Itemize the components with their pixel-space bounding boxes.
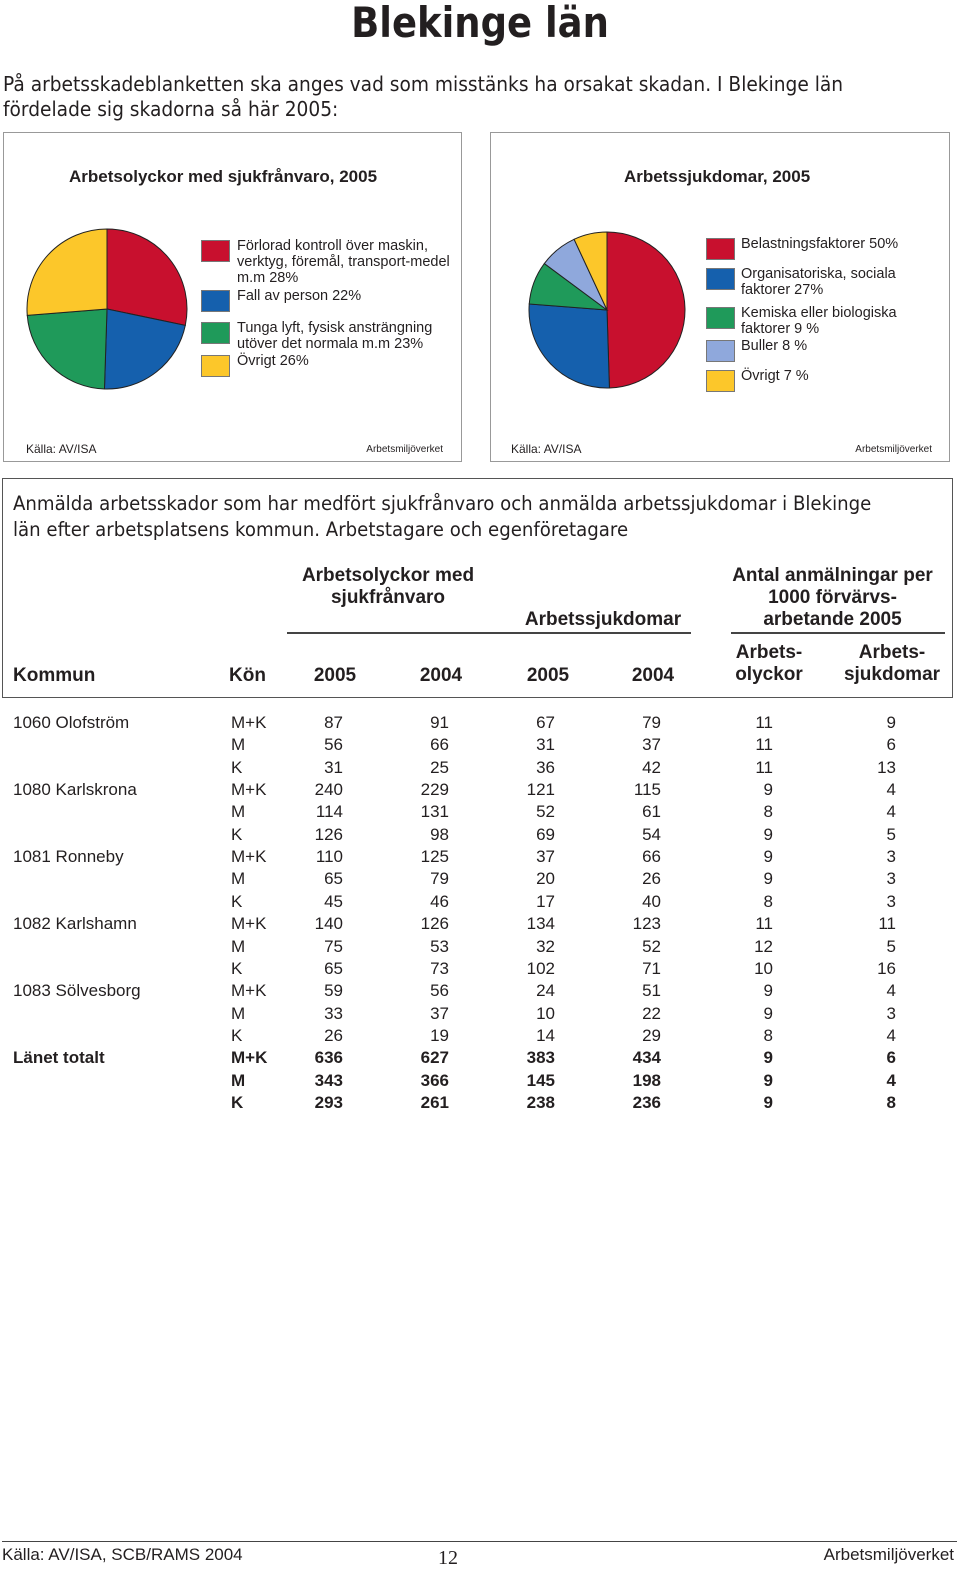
table-row — [0, 802, 960, 824]
cell-value: 238 — [526, 1092, 555, 1112]
cell-kommun: Länet totalt — [13, 1048, 105, 1068]
pie-slice — [27, 229, 107, 315]
table-row — [0, 735, 960, 757]
cell-value: 126 — [420, 914, 449, 934]
cell-value: 40 — [642, 891, 661, 911]
chart-title: Arbetssjukdomar, 2005 — [624, 167, 811, 186]
cell-kon: M+K — [231, 1048, 268, 1068]
table-row — [0, 1048, 960, 1070]
cell-value: 9 — [763, 1003, 773, 1023]
cell-value: 56 — [430, 981, 449, 1001]
cell-value: 36 — [536, 757, 555, 777]
cell-value: 366 — [420, 1070, 449, 1090]
cell-kon: M — [231, 802, 246, 822]
legend-swatch — [201, 322, 230, 344]
cell-kon: M — [231, 735, 246, 755]
legend-label: Övrigt 26% — [237, 353, 309, 369]
cell-kon: M+K — [231, 847, 267, 867]
col-2004-sjukdomar: 2004 — [631, 665, 675, 686]
table-row — [0, 713, 960, 735]
cell-value: 5 — [886, 936, 896, 956]
cell-value: 8 — [763, 891, 773, 911]
table-row — [0, 1071, 960, 1093]
pie-chart-olyckor — [4, 133, 204, 461]
cell-value: 54 — [642, 824, 661, 844]
cell-kon: K — [231, 824, 243, 844]
cell-value: 51 — [642, 981, 661, 1001]
cell-value: 69 — [536, 824, 555, 844]
cell-value: 115 — [633, 780, 661, 800]
cell-value: 9 — [763, 1070, 773, 1090]
chart-agency: Arbetsmiljöverket — [855, 444, 932, 455]
cell-kon: M+K — [231, 780, 267, 800]
cell-value: 3 — [886, 1003, 896, 1023]
cell-value: 9 — [763, 1092, 773, 1112]
cell-value: 46 — [430, 891, 449, 911]
group-header-per1000: Antal anmälningar per 1000 förvärvs-arbetande 2005 — [732, 565, 933, 630]
cell-value: 11 — [755, 713, 773, 732]
cell-value: 91 — [430, 713, 449, 732]
cell-value: 9 — [763, 824, 773, 844]
cell-value: 9 — [763, 847, 773, 867]
cell-value: 6 — [886, 735, 896, 755]
cell-value: 14 — [536, 1025, 555, 1045]
cell-value: 61 — [642, 802, 661, 822]
chart-source: Källa: AV/ISA — [26, 442, 97, 456]
legend-swatch — [201, 240, 230, 262]
table-row — [0, 780, 960, 802]
pie-slice — [27, 309, 107, 389]
cell-value: 79 — [642, 713, 661, 732]
cell-value: 19 — [430, 1025, 449, 1045]
cell-value: 9 — [763, 981, 773, 1001]
cell-value: 65 — [324, 869, 343, 889]
legend-swatch — [706, 238, 735, 260]
footer-rule — [2, 1541, 957, 1542]
col-arbetssjukdomar: Arbets-sjukdomar — [843, 642, 941, 685]
cell-value: 8 — [763, 802, 773, 822]
cell-value: 3 — [886, 869, 896, 889]
cell-value: 45 — [324, 891, 343, 911]
cell-value: 636 — [314, 1048, 343, 1068]
col-2005-sjukdomar: 2005 — [526, 665, 570, 686]
cell-value: 31 — [536, 735, 555, 755]
page-number: 12 — [438, 1547, 458, 1569]
chart-source: Källa: AV/ISA — [511, 442, 582, 456]
footer-source: Källa: AV/ISA, SCB/RAMS 2004 — [2, 1545, 243, 1564]
cell-kon: K — [231, 958, 243, 978]
cell-value: 29 — [642, 1025, 661, 1045]
cell-value: 71 — [642, 958, 661, 978]
cell-value: 9 — [763, 869, 773, 889]
cell-value: 383 — [526, 1048, 555, 1068]
cell-kon: K — [231, 1025, 243, 1045]
cell-value: 240 — [314, 780, 343, 800]
cell-value: 31 — [324, 757, 343, 777]
cell-kommun: 1083 Sölvesborg — [13, 981, 141, 1001]
cell-kommun: 1060 Olofström — [13, 713, 130, 732]
cell-value: 140 — [314, 914, 343, 934]
cell-value: 11 — [755, 914, 773, 934]
cell-value: 26 — [642, 869, 661, 889]
legend-swatch — [706, 307, 735, 329]
cell-value: 11 — [755, 757, 773, 777]
table-row — [0, 758, 960, 780]
cell-kon: K — [231, 1092, 244, 1112]
cell-value: 114 — [315, 802, 343, 822]
legend-label: Buller 8 % — [741, 338, 808, 354]
legend-swatch — [706, 268, 735, 290]
chart-panel-olyckor — [3, 132, 462, 462]
cell-value: 3 — [886, 847, 896, 867]
group-header-olyckor: Arbetsolyckor med sjukfrånvaro — [301, 565, 475, 608]
cell-kon: M+K — [231, 914, 267, 934]
cell-value: 3 — [886, 891, 896, 911]
cell-kon: K — [231, 891, 243, 911]
cell-value: 10 — [536, 1003, 555, 1023]
cell-value: 102 — [526, 958, 555, 978]
legend-label: Kemiska eller biologiska faktorer 9 % — [741, 305, 897, 337]
cell-value: 6 — [886, 1048, 896, 1068]
col-kommun: Kommun — [13, 665, 96, 686]
cell-kommun: 1081 Ronneby — [13, 847, 124, 867]
cell-value: 42 — [642, 757, 661, 777]
cell-value: 24 — [536, 981, 555, 1001]
cell-kommun: 1082 Karlshamn — [13, 914, 137, 934]
cell-value: 66 — [642, 847, 661, 867]
cell-value: 121 — [526, 780, 555, 800]
header-rule-olyckor — [287, 632, 691, 634]
legend-label: Fall av person 22% — [237, 288, 362, 304]
cell-kon: M — [231, 1070, 246, 1090]
cell-kon: M — [231, 936, 246, 956]
cell-value: 9 — [763, 1048, 773, 1068]
cell-value: 52 — [642, 936, 661, 956]
cell-value: 10 — [754, 958, 773, 978]
cell-value: 123 — [632, 914, 661, 934]
cell-value: 79 — [430, 869, 449, 889]
cell-kommun: 1080 Karlskrona — [13, 780, 137, 800]
cell-value: 59 — [324, 981, 343, 1001]
cell-value: 9 — [763, 780, 773, 800]
cell-value: 145 — [526, 1070, 555, 1090]
table-caption: Anmälda arbetsskador som har medfört sjukfrånvaro och anmälda arbetssjukdomar i Blekinge län efter arbetsplatsens kommun. Arbetstagare och egenföretagare — [13, 492, 872, 541]
cell-value: 67 — [536, 713, 555, 732]
cell-value: 32 — [536, 936, 555, 956]
cell-value: 33 — [324, 1003, 343, 1023]
chart-title: Arbetsolyckor med sjukfrånvaro, 2005 — [69, 167, 378, 186]
legend-label: Övrigt 7 % — [741, 368, 809, 384]
legend-label: Belastningsfaktorer 50% — [741, 236, 899, 252]
cell-value: 343 — [314, 1070, 343, 1090]
cell-value: 8 — [763, 1025, 773, 1045]
cell-value: 125 — [420, 847, 449, 867]
cell-value: 198 — [632, 1070, 661, 1090]
intro-text: På arbetsskadeblanketten ska anges vad som misstänks ha orsakat skadan. I Blekinge län fördelade sig skadorna så här 2005: — [3, 72, 844, 121]
cell-value: 52 — [536, 802, 555, 822]
chart-agency: Arbetsmiljöverket — [366, 444, 443, 455]
cell-value: 236 — [632, 1092, 661, 1112]
pie-chart-sjukdomar — [491, 133, 696, 461]
legend-label: Tunga lyft, fysisk ansträngning utöver det normala m.m 23% — [237, 320, 433, 352]
cell-kon: M — [231, 869, 246, 889]
cell-value: 4 — [886, 1070, 896, 1090]
cell-value: 13 — [877, 757, 896, 777]
col-kon: Kön — [229, 665, 266, 686]
cell-value: 4 — [886, 1025, 896, 1045]
col-2004-olyckor: 2004 — [419, 665, 463, 686]
cell-value: 4 — [886, 780, 896, 800]
pie-slice — [529, 304, 609, 388]
cell-value: 26 — [324, 1025, 343, 1045]
cell-value: 75 — [324, 936, 343, 956]
cell-value: 229 — [420, 780, 449, 800]
col-2005-olyckor: 2005 — [313, 665, 357, 686]
legend-label: Organisatoriska, sociala faktorer 27% — [741, 266, 896, 298]
cell-value: 87 — [324, 713, 343, 732]
cell-value: 627 — [420, 1048, 449, 1068]
cell-value: 8 — [886, 1092, 896, 1112]
header-rule-per1000 — [731, 632, 945, 634]
cell-value: 4 — [886, 981, 896, 1001]
table-row — [0, 1004, 960, 1026]
cell-value: 134 — [526, 914, 555, 934]
cell-kon: M+K — [231, 981, 267, 1001]
cell-value: 131 — [420, 802, 449, 822]
cell-value: 434 — [632, 1048, 661, 1068]
pie-slice — [607, 232, 685, 388]
cell-value: 56 — [324, 735, 343, 755]
cell-value: 261 — [420, 1092, 449, 1112]
legend-swatch — [706, 370, 735, 392]
col-arbetsolyckor: Arbets-olyckor — [735, 642, 803, 685]
table-row — [0, 825, 960, 847]
table-row — [0, 937, 960, 959]
table-row — [0, 981, 960, 1003]
cell-value: 73 — [430, 958, 449, 978]
cell-value: 22 — [642, 1003, 661, 1023]
cell-value: 126 — [314, 824, 343, 844]
footer-agency: Arbetsmiljöverket — [823, 1545, 954, 1564]
table-row — [0, 1026, 960, 1048]
table-header — [2, 478, 953, 698]
cell-value: 98 — [430, 824, 449, 844]
cell-value: 12 — [754, 936, 773, 956]
cell-value: 110 — [315, 847, 343, 867]
group-header-sjukdomar: Arbetssjukdomar — [524, 609, 682, 630]
legend-swatch — [706, 340, 735, 362]
table-row — [0, 869, 960, 891]
cell-value: 4 — [886, 802, 896, 822]
table-row — [0, 847, 960, 869]
cell-value: 53 — [430, 936, 449, 956]
cell-value: 25 — [430, 757, 449, 777]
page-title: Blekinge län — [351, 0, 609, 47]
cell-value: 9 — [886, 713, 896, 732]
cell-value: 11 — [755, 735, 773, 755]
cell-kon: K — [231, 757, 243, 777]
pie-slice — [107, 229, 187, 325]
table-row — [0, 914, 960, 936]
cell-value: 37 — [430, 1003, 449, 1023]
chart-panel-sjukdomar — [490, 132, 950, 462]
cell-value: 11 — [878, 914, 896, 934]
cell-value: 37 — [642, 735, 661, 755]
cell-kon: M — [231, 1003, 246, 1023]
table-row — [0, 959, 960, 981]
cell-value: 17 — [536, 891, 555, 911]
cell-value: 65 — [324, 958, 343, 978]
legend-label: Förlorad kontroll över maskin, verktyg, föremål, transport-medel m.m 28% — [237, 238, 450, 286]
table-row — [0, 892, 960, 914]
cell-value: 16 — [877, 958, 896, 978]
cell-value: 37 — [536, 847, 555, 867]
cell-value: 20 — [536, 869, 555, 889]
cell-value: 66 — [430, 735, 449, 755]
cell-value: 5 — [886, 824, 896, 844]
cell-value: 293 — [314, 1092, 343, 1112]
legend-swatch — [201, 355, 230, 377]
legend-swatch — [201, 290, 230, 312]
table-row — [0, 1093, 960, 1115]
cell-kon: M+K — [231, 713, 267, 732]
